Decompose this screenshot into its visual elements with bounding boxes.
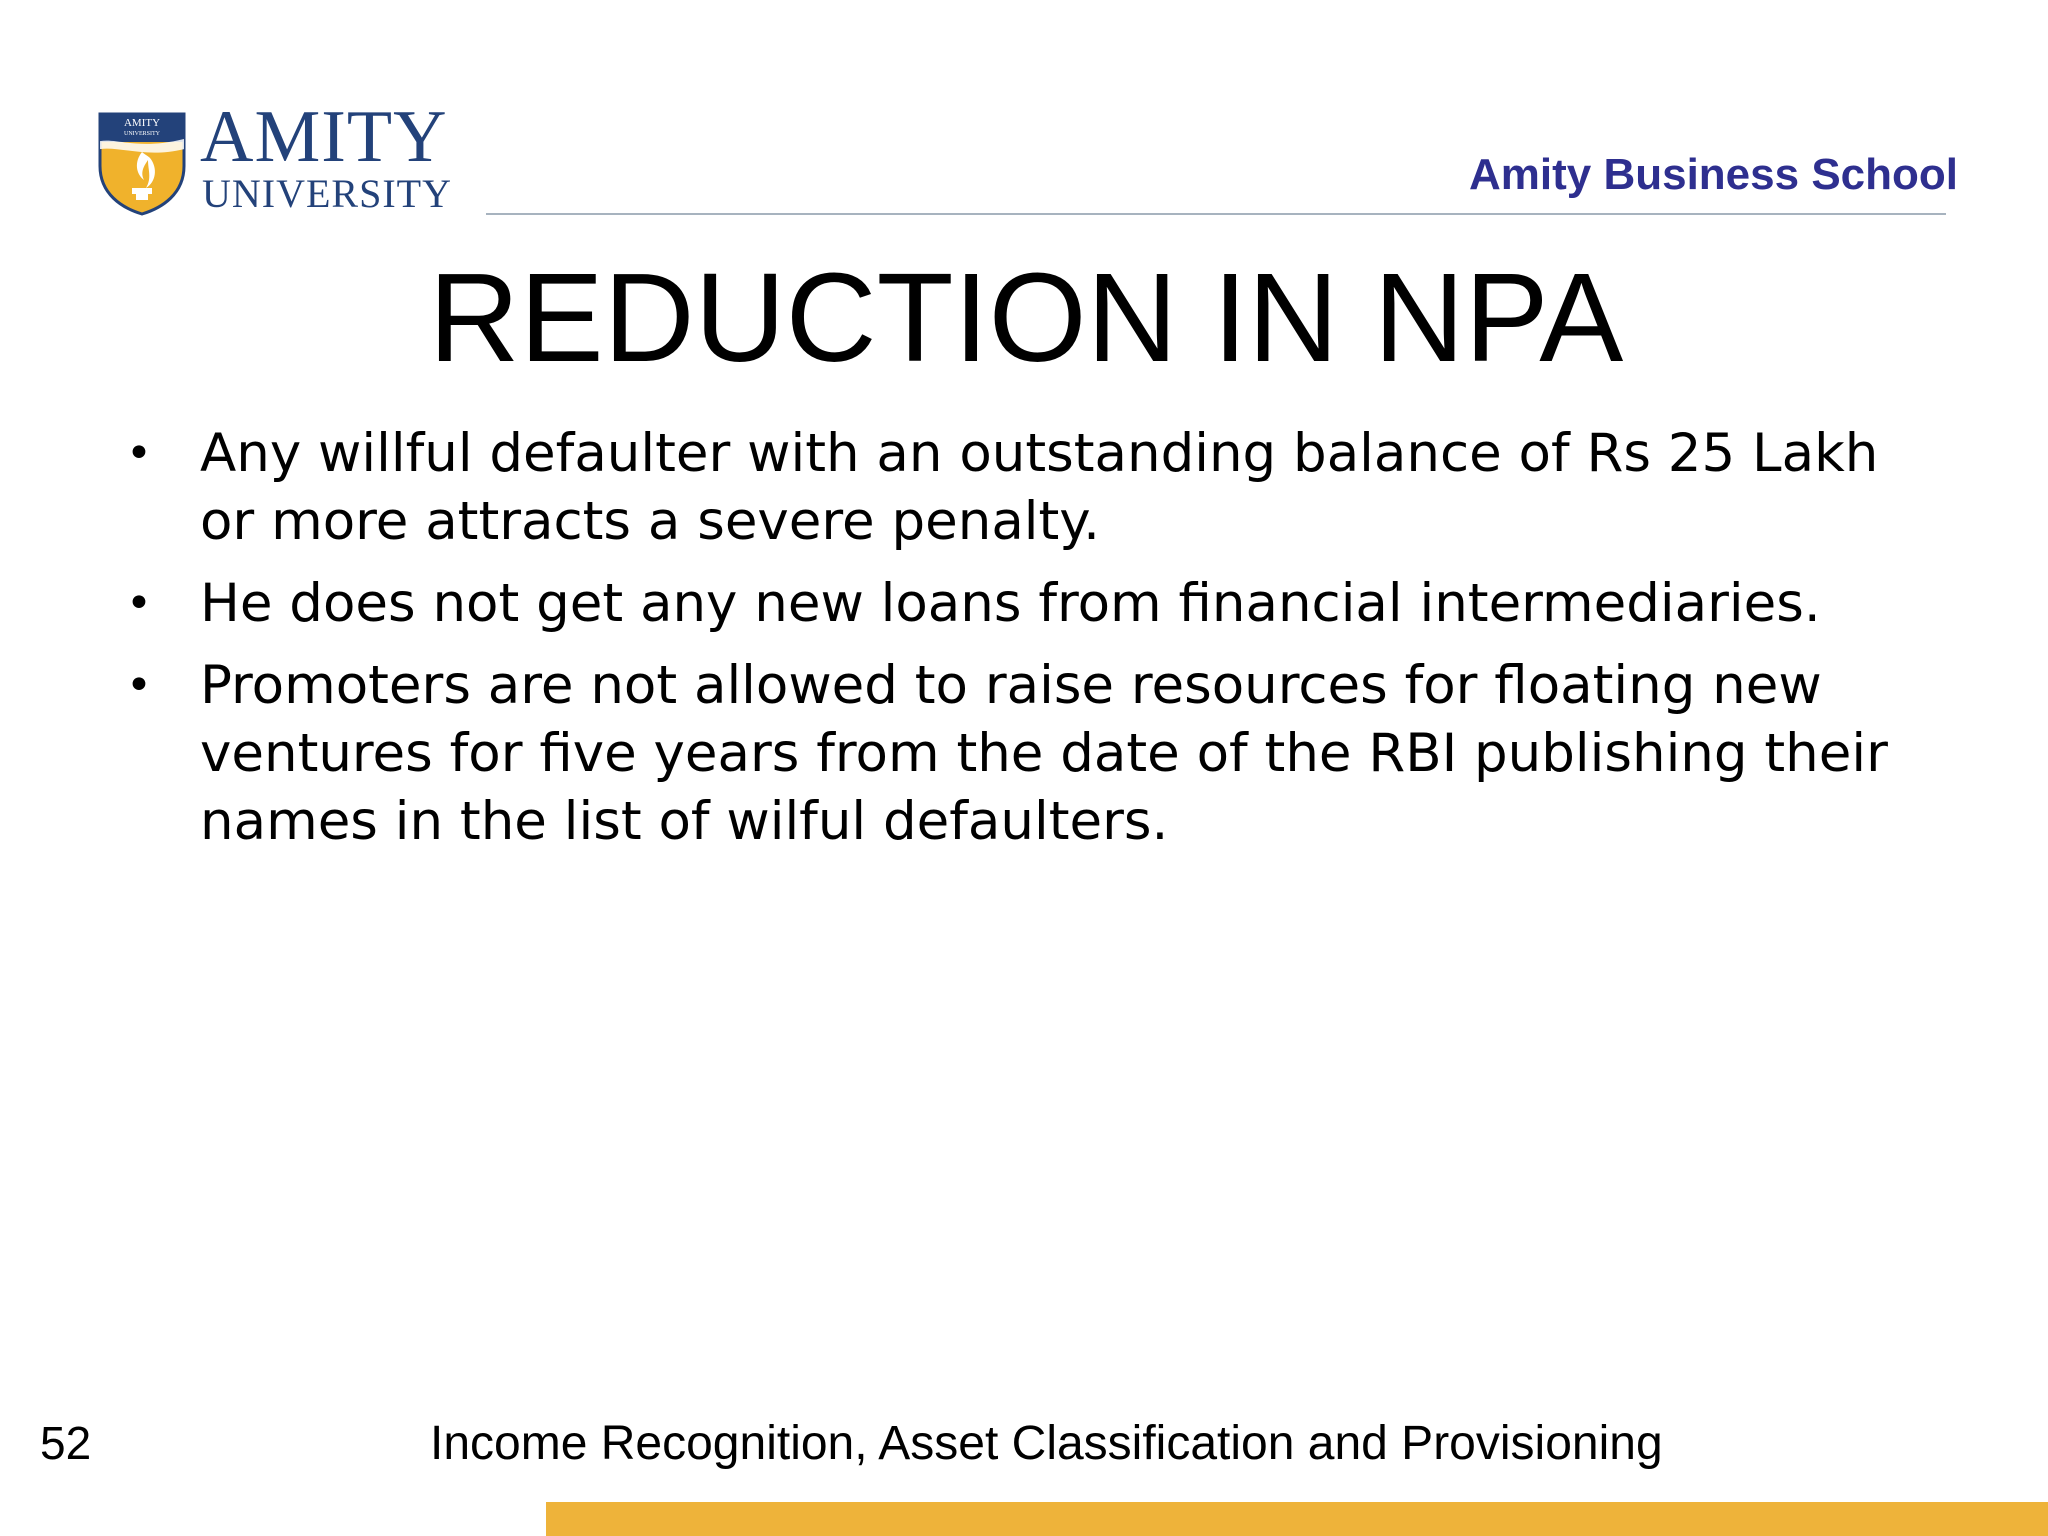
bullet-item <box>118 420 1918 556</box>
school-name: Amity Business School <box>1468 150 1958 199</box>
svg-text:UNIVERSITY: UNIVERSITY <box>124 131 160 137</box>
bullet-item <box>118 652 1918 856</box>
footer-text: Income Recognition, Asset Classification and Provisioning <box>430 1417 1663 1470</box>
amity-university-logo <box>96 96 452 218</box>
slide-number: 52 <box>40 1417 92 1469</box>
footer-accent-bar <box>546 1502 2048 1536</box>
slide-title-container <box>0 248 2048 388</box>
bullet-text: Promoters are not allowed to raise resources for floating new ventures for five years from the date of the RBI publishing their names in the list of wilful defaulters. <box>200 655 1888 852</box>
bullet-text: He does not get any new loans from financial intermediaries. <box>200 573 1821 634</box>
logo-text-university: UNIVERSITY <box>202 171 452 216</box>
header-divider <box>486 213 1946 215</box>
logo-text-amity: AMITY <box>200 96 448 178</box>
slide-title: REDUCTION IN NPA <box>428 247 1624 388</box>
bullet-item <box>118 570 1918 638</box>
bullet-dot-icon: • <box>126 578 152 629</box>
bullet-list <box>118 420 1918 870</box>
bullet-text: Any willful defaulter with an outstanding balance of Rs 25 Lakh or more attracts a severe penalty. <box>200 423 1879 552</box>
bullet-dot-icon: • <box>126 660 152 711</box>
svg-text:AMITY: AMITY <box>123 117 161 129</box>
amity-shield-icon <box>96 108 188 216</box>
bullet-dot-icon: • <box>126 428 152 479</box>
